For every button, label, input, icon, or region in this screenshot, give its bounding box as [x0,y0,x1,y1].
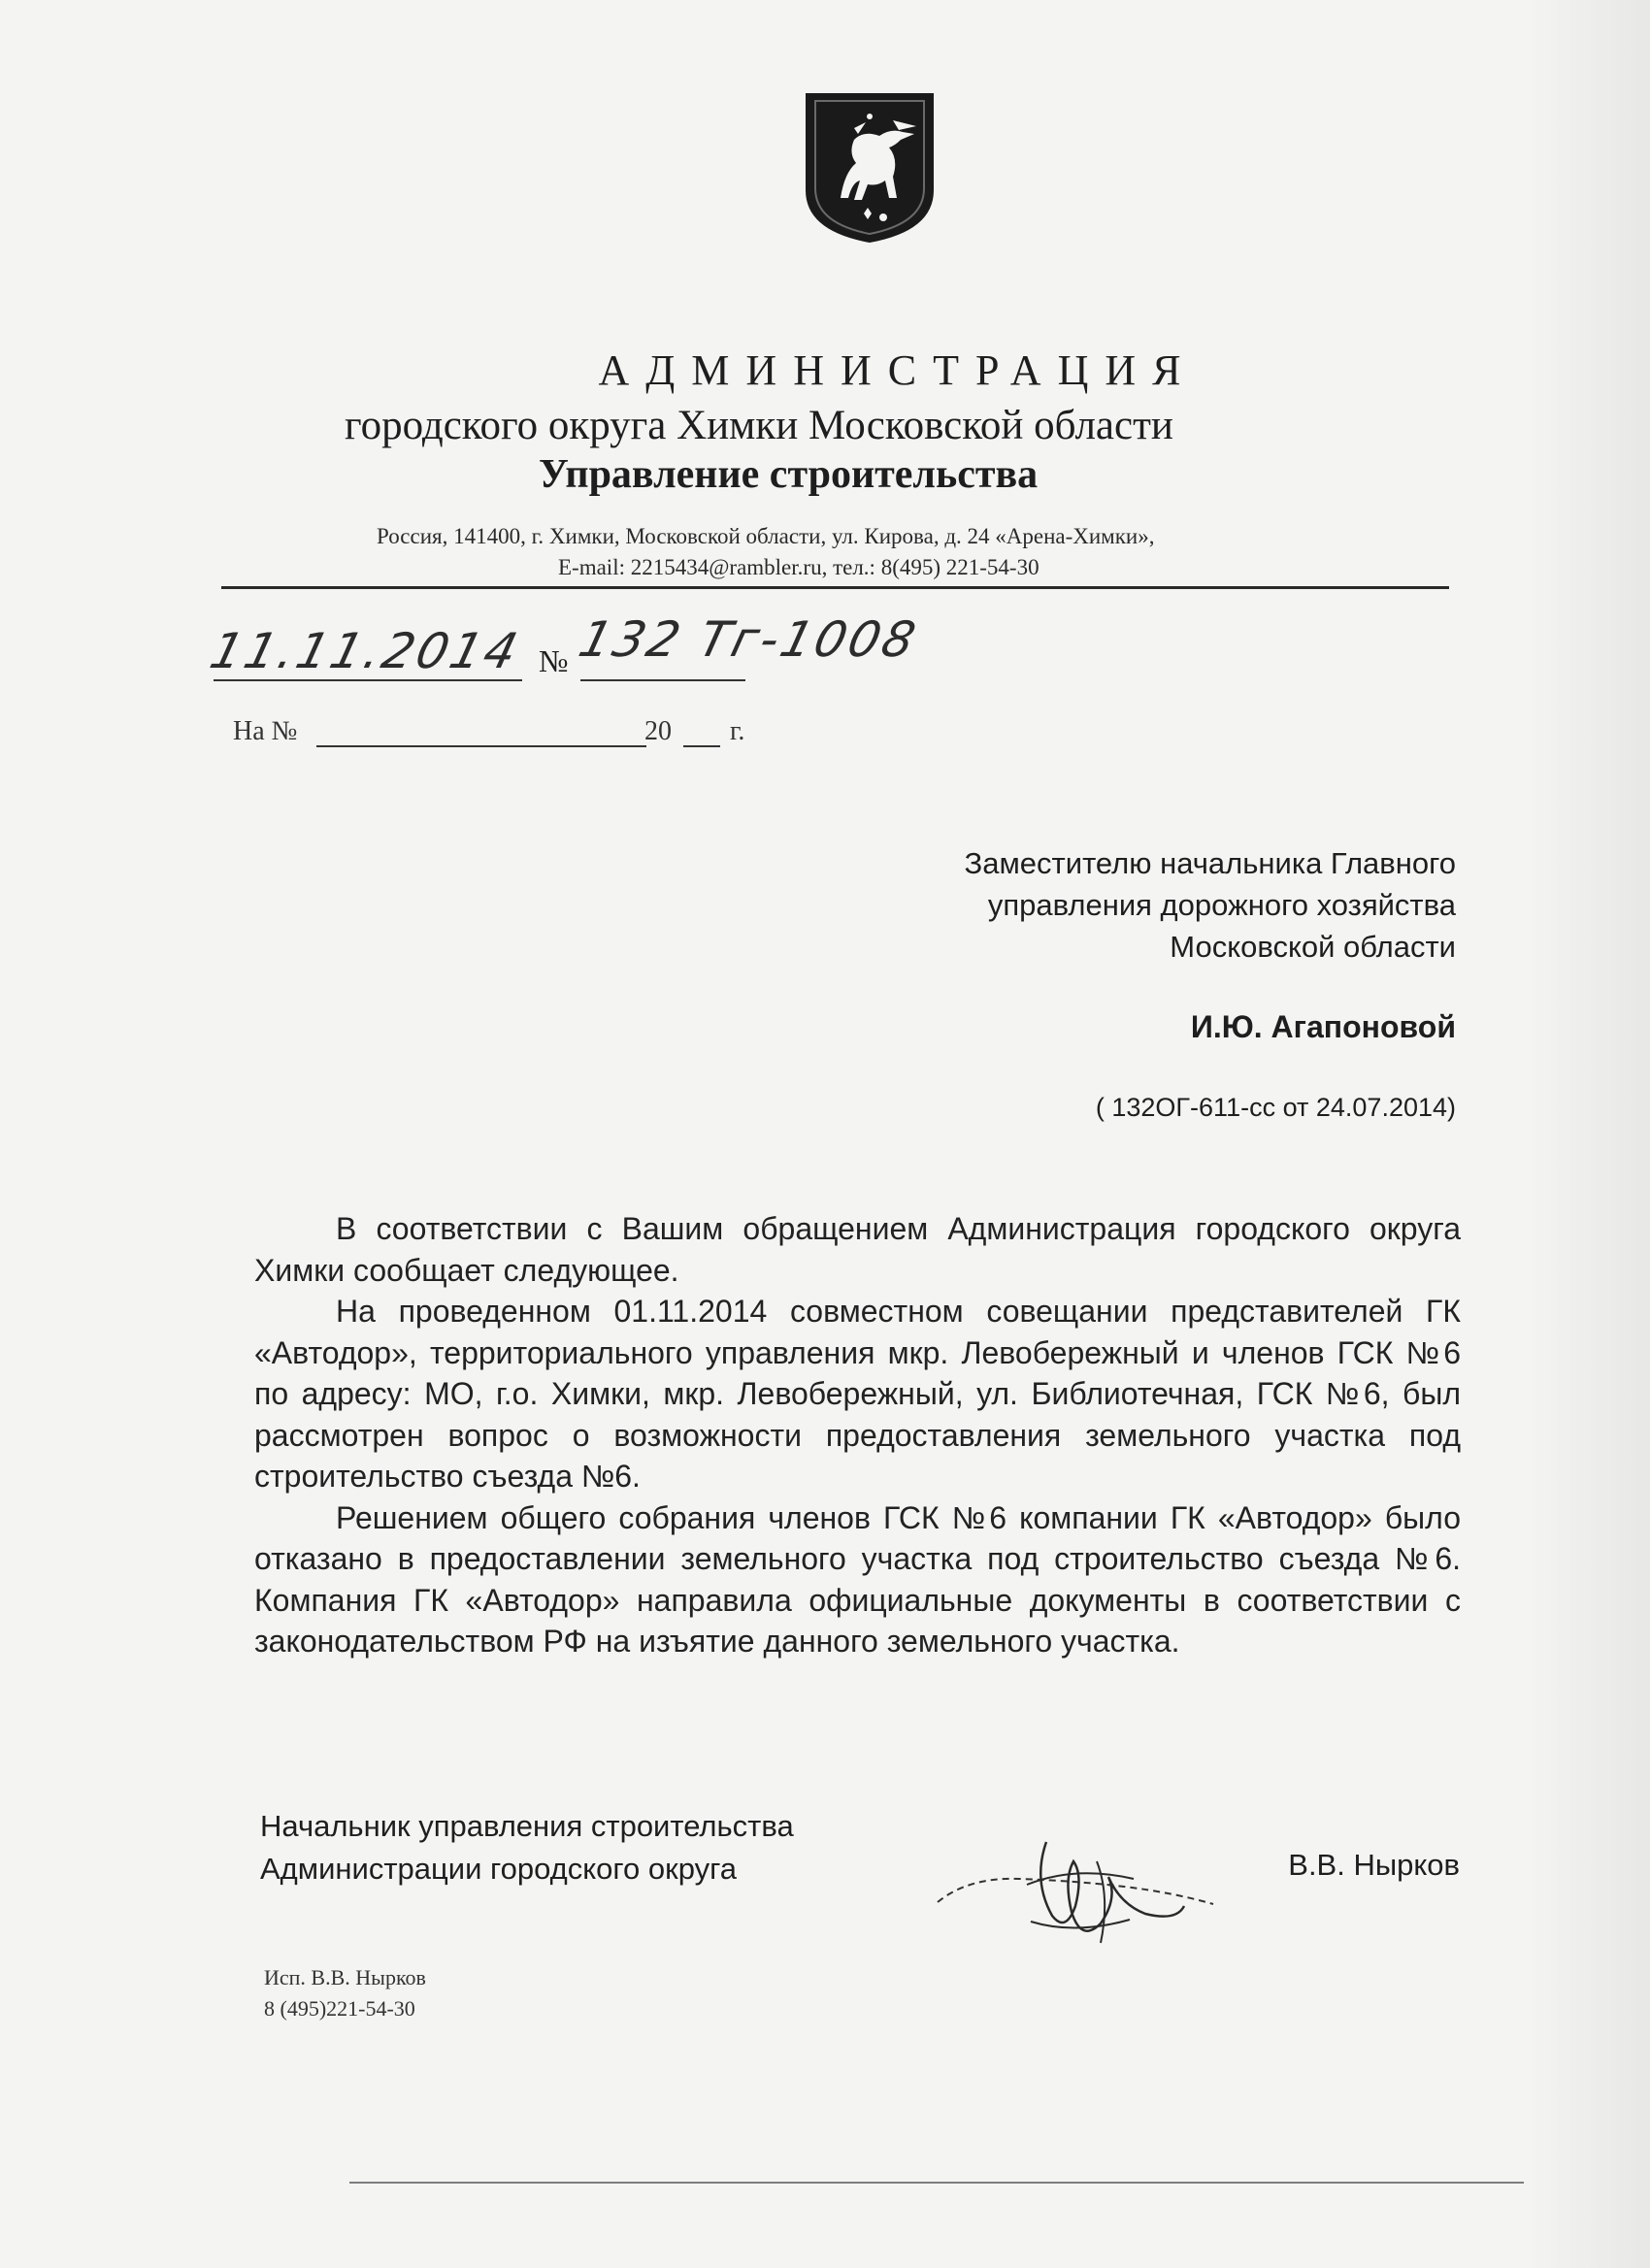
signatory-title-line: Начальник управления строительства [260,1809,794,1843]
executor-name: Исп. В.В. Нырков [264,1965,426,1989]
addressee-line: управления дорожного хозяйства [987,888,1456,922]
executor-phone: 8 (495)221-54-30 [264,1996,415,2021]
addressee-name: И.Ю. Агапоновой [1190,1009,1456,1044]
body-paragraph: На проведенном 01.11.2014 совместном совещании представителей ГК «Автодор», территориального управления мкр. Левобережный и членов ГСК №6 по адресу: МО, г.о. Химки, мкр. Левобережный, ул. Библиотечная, ГСК №6, был рассмотрен вопрос о возможности предоставления земельного участка под строительство съезда №6. [254,1294,1461,1494]
number-underline [580,679,745,681]
reference-year-suffix: г. [730,716,745,746]
body-paragraph: Решением общего собрания членов ГСК №6 компании ГК «Автодор» было отказано в предоставлении земельного участка под строительство съезда №6. Компания ГК «Автодор» направила официальные документы в соответствии с законодательством РФ на изъятие данного земельного участка. [254,1499,1461,1659]
registration-number: 132 Тг-1008 [573,611,924,668]
organization-subtitle: городского округа Химки Московской области [345,403,1173,448]
addressee-line: Московской области [1170,930,1456,964]
signatory-title-line: Администрации городского округа [260,1852,737,1886]
reference-year-blank [683,745,720,747]
handwritten-signature [930,1823,1221,1958]
coat-of-arms-icon [802,89,938,245]
letterhead-divider [221,586,1449,589]
organization-address: Россия, 141400, г. Химки, Московской области, ул. Кирова, д. 24 «Арена-Химки», [377,524,1155,548]
organization-title: АДМИНИСТРАЦИЯ [598,346,1198,394]
date-underline [214,679,522,681]
reference-year-prefix: 20 [644,716,672,746]
registration-number-label: № [539,643,569,678]
reference-label: На № [233,716,298,746]
addressee-block [965,842,1456,968]
organization-contacts: E-mail: 2215434@rambler.ru, тел.: 8(495) 221-54-30 [558,555,1040,579]
executor-info [264,1962,426,2024]
incoming-reference: ( 132ОГ-611-сс от 24.07.2014) [1095,1093,1456,1122]
body-paragraph: В соответствии с Вашим обращением Администрация городского округа Химки сообщает следующее. [254,1211,1461,1288]
department-name: Управление строительства [539,452,1039,497]
registration-date: 11.11.2014 [204,623,526,679]
signatory-title [260,1805,794,1890]
scan-artifact-line [349,2182,1524,2184]
scan-edge-shadow [1524,0,1650,2268]
letter-body [254,1208,1461,1662]
signer-name: В.В. Нырков [1288,1848,1460,1882]
reference-blank-line [316,745,646,747]
addressee-line: Заместителю начальника Главного [964,846,1456,880]
